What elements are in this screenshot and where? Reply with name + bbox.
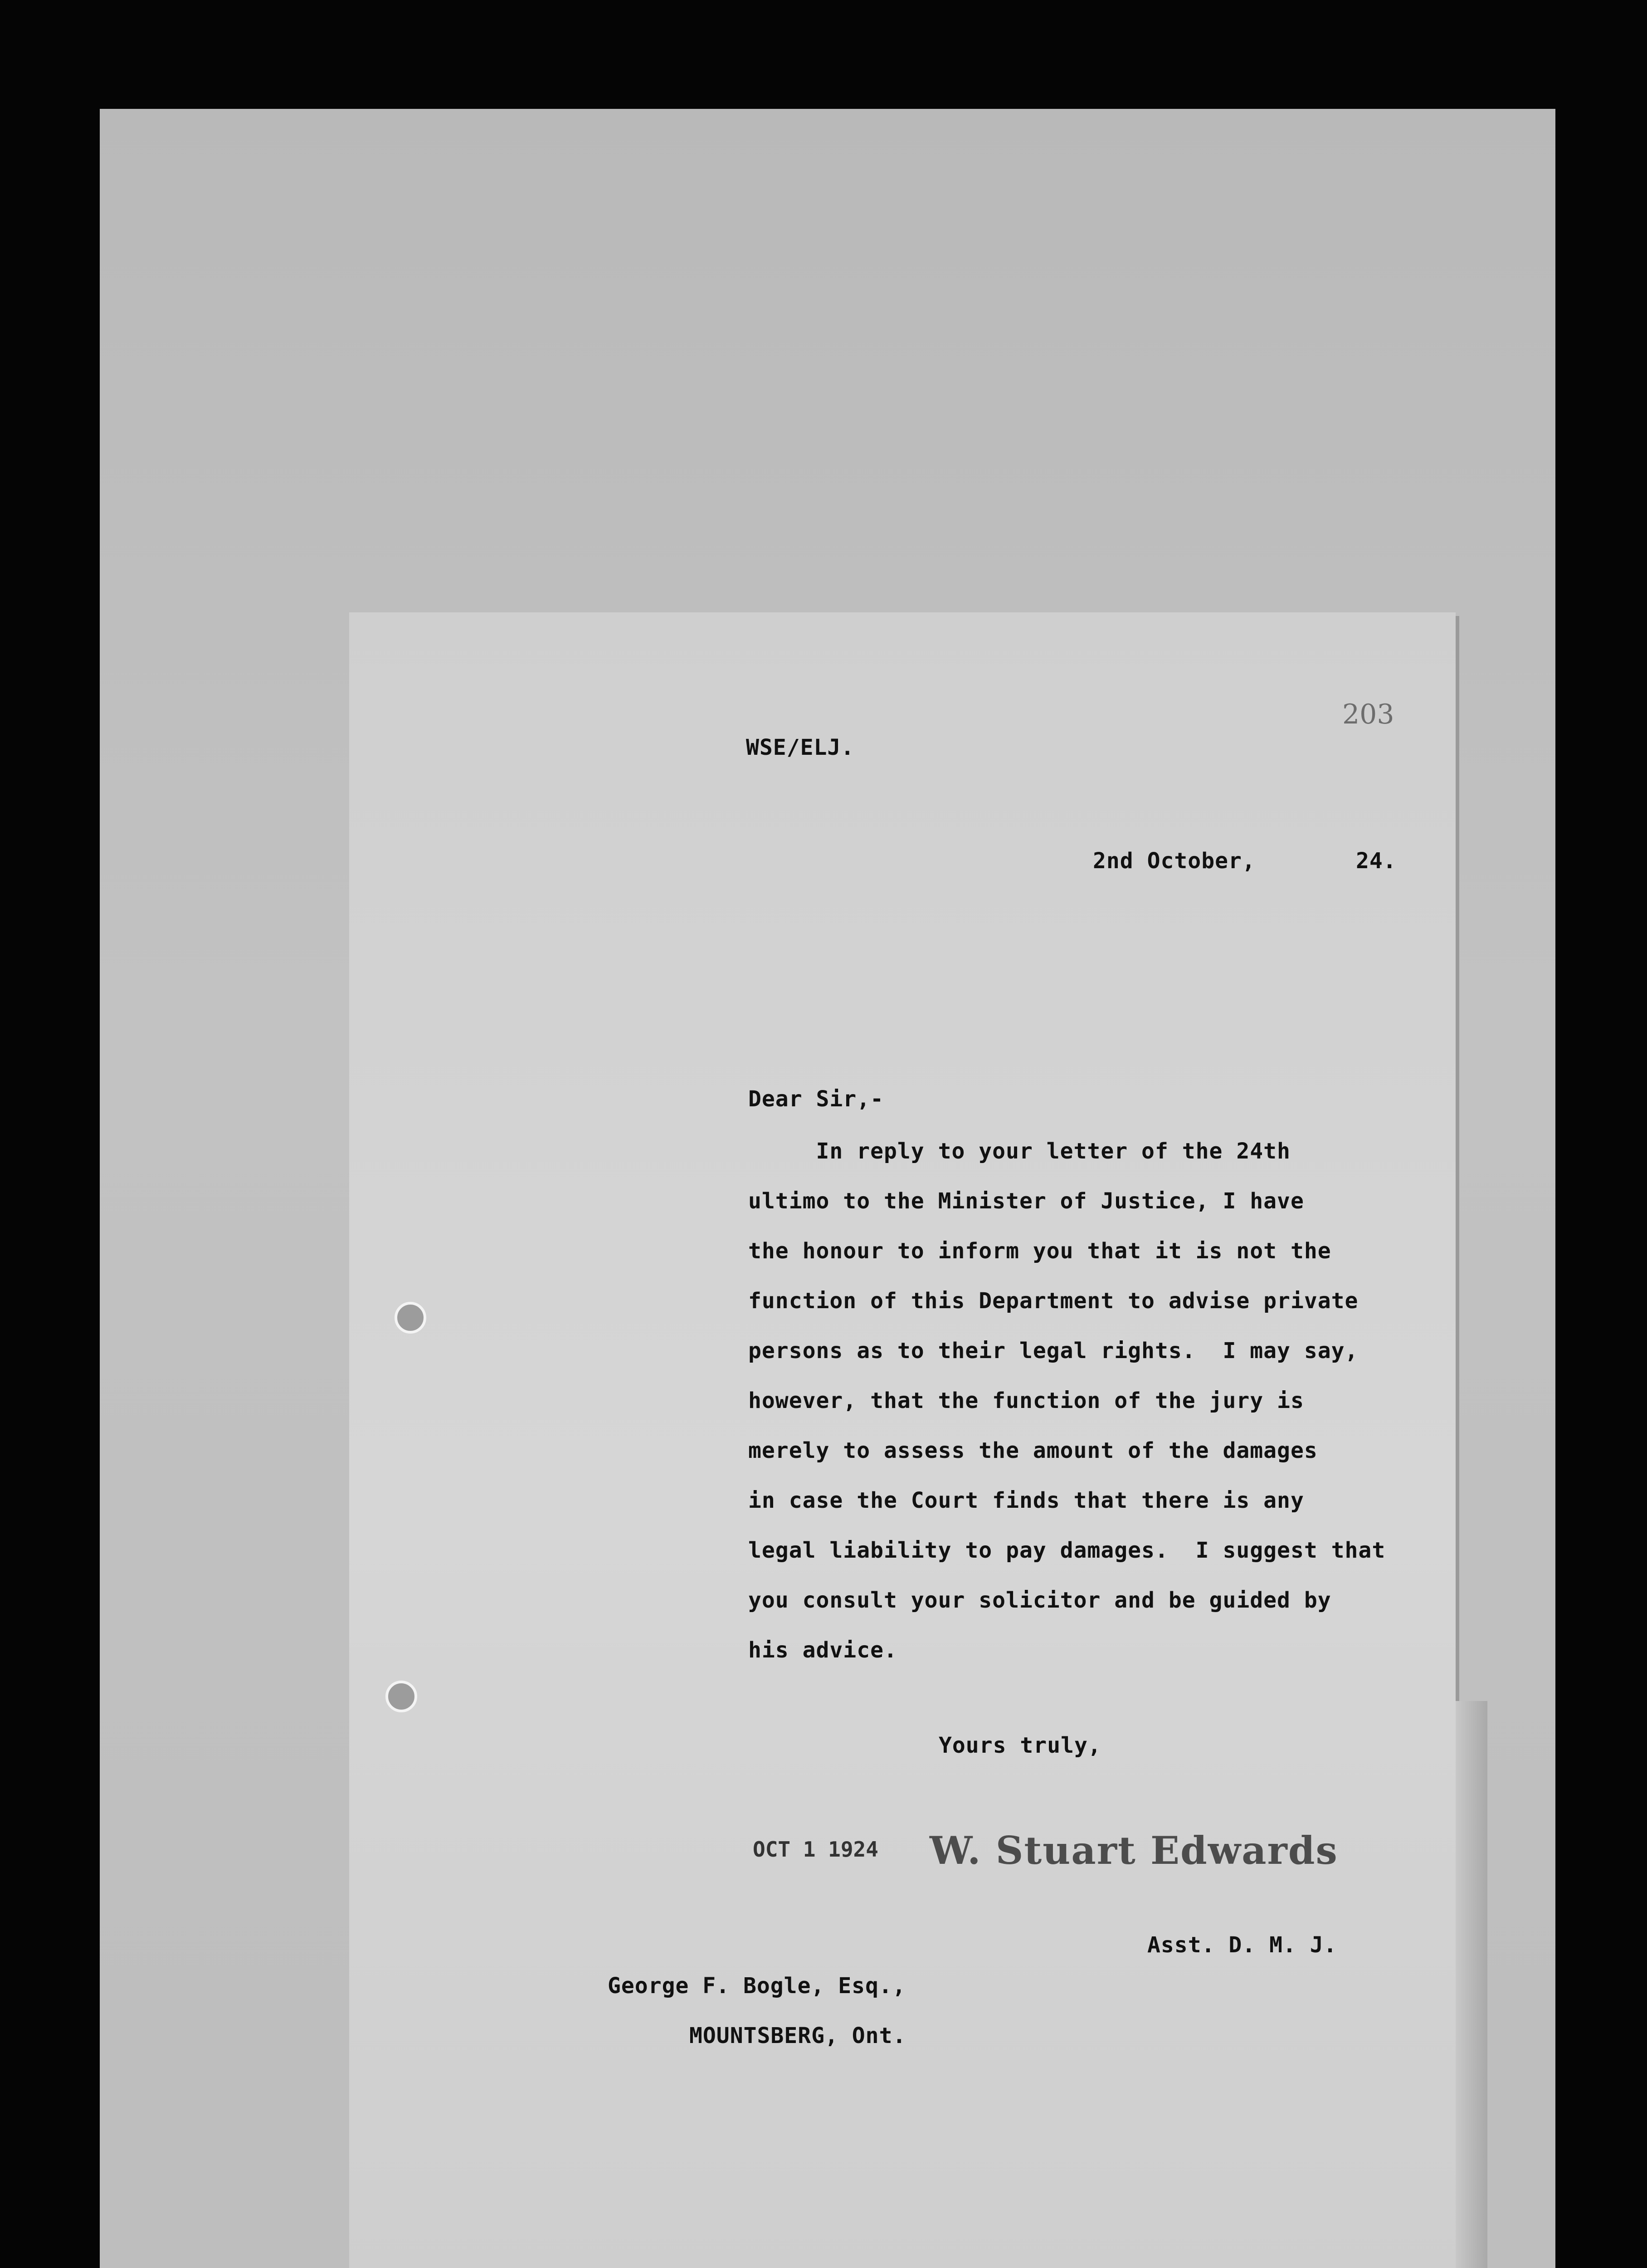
punch-hole-bottom — [385, 1681, 417, 1712]
letter-date: 2nd October, — [1093, 848, 1256, 874]
date-stamp: OCT 1 1924 — [753, 1837, 878, 1862]
closing: Yours truly, — [939, 1733, 1101, 1758]
body-line: his advice. — [748, 1637, 897, 1663]
signature-stamp: W. Stuart Edwards — [930, 1828, 1338, 1873]
body-line: merely to assess the amount of the damages — [748, 1438, 1318, 1463]
addressee-place: MOUNTSBERG, Ont. — [689, 2023, 906, 2048]
mount-sheet — [100, 109, 1555, 2268]
punch-hole-top — [395, 1302, 426, 1334]
body-line: you consult your solicitor and be guided by — [748, 1588, 1331, 1613]
letter-page — [349, 612, 1456, 2268]
body-line: the honour to inform you that it is not the — [748, 1238, 1331, 1264]
addressee-name: George F. Bogle, Esq., — [608, 1973, 906, 1999]
body-line: persons as to their legal rights. I may say, — [748, 1338, 1359, 1364]
body-line: however, that the function of the jury is — [748, 1388, 1304, 1413]
page-edge — [1456, 1701, 1487, 2268]
body-line: ultimo to the Minister of Justice, I have — [748, 1188, 1304, 1214]
body-line: In reply to your letter of the 24th — [748, 1139, 1291, 1164]
folio-number: 203 — [1342, 699, 1394, 730]
body-line: legal liability to pay damages. I suggest that — [748, 1538, 1386, 1563]
salutation: Dear Sir,- — [748, 1086, 884, 1112]
letter-year: 24. — [1356, 848, 1397, 874]
body-line: function of this Department to advise private — [748, 1288, 1359, 1314]
signatory-title: Asst. D. M. J. — [1147, 1932, 1337, 1958]
reference-code: WSE/ELJ. — [746, 735, 855, 760]
body-line: in case the Court finds that there is any — [748, 1488, 1304, 1513]
